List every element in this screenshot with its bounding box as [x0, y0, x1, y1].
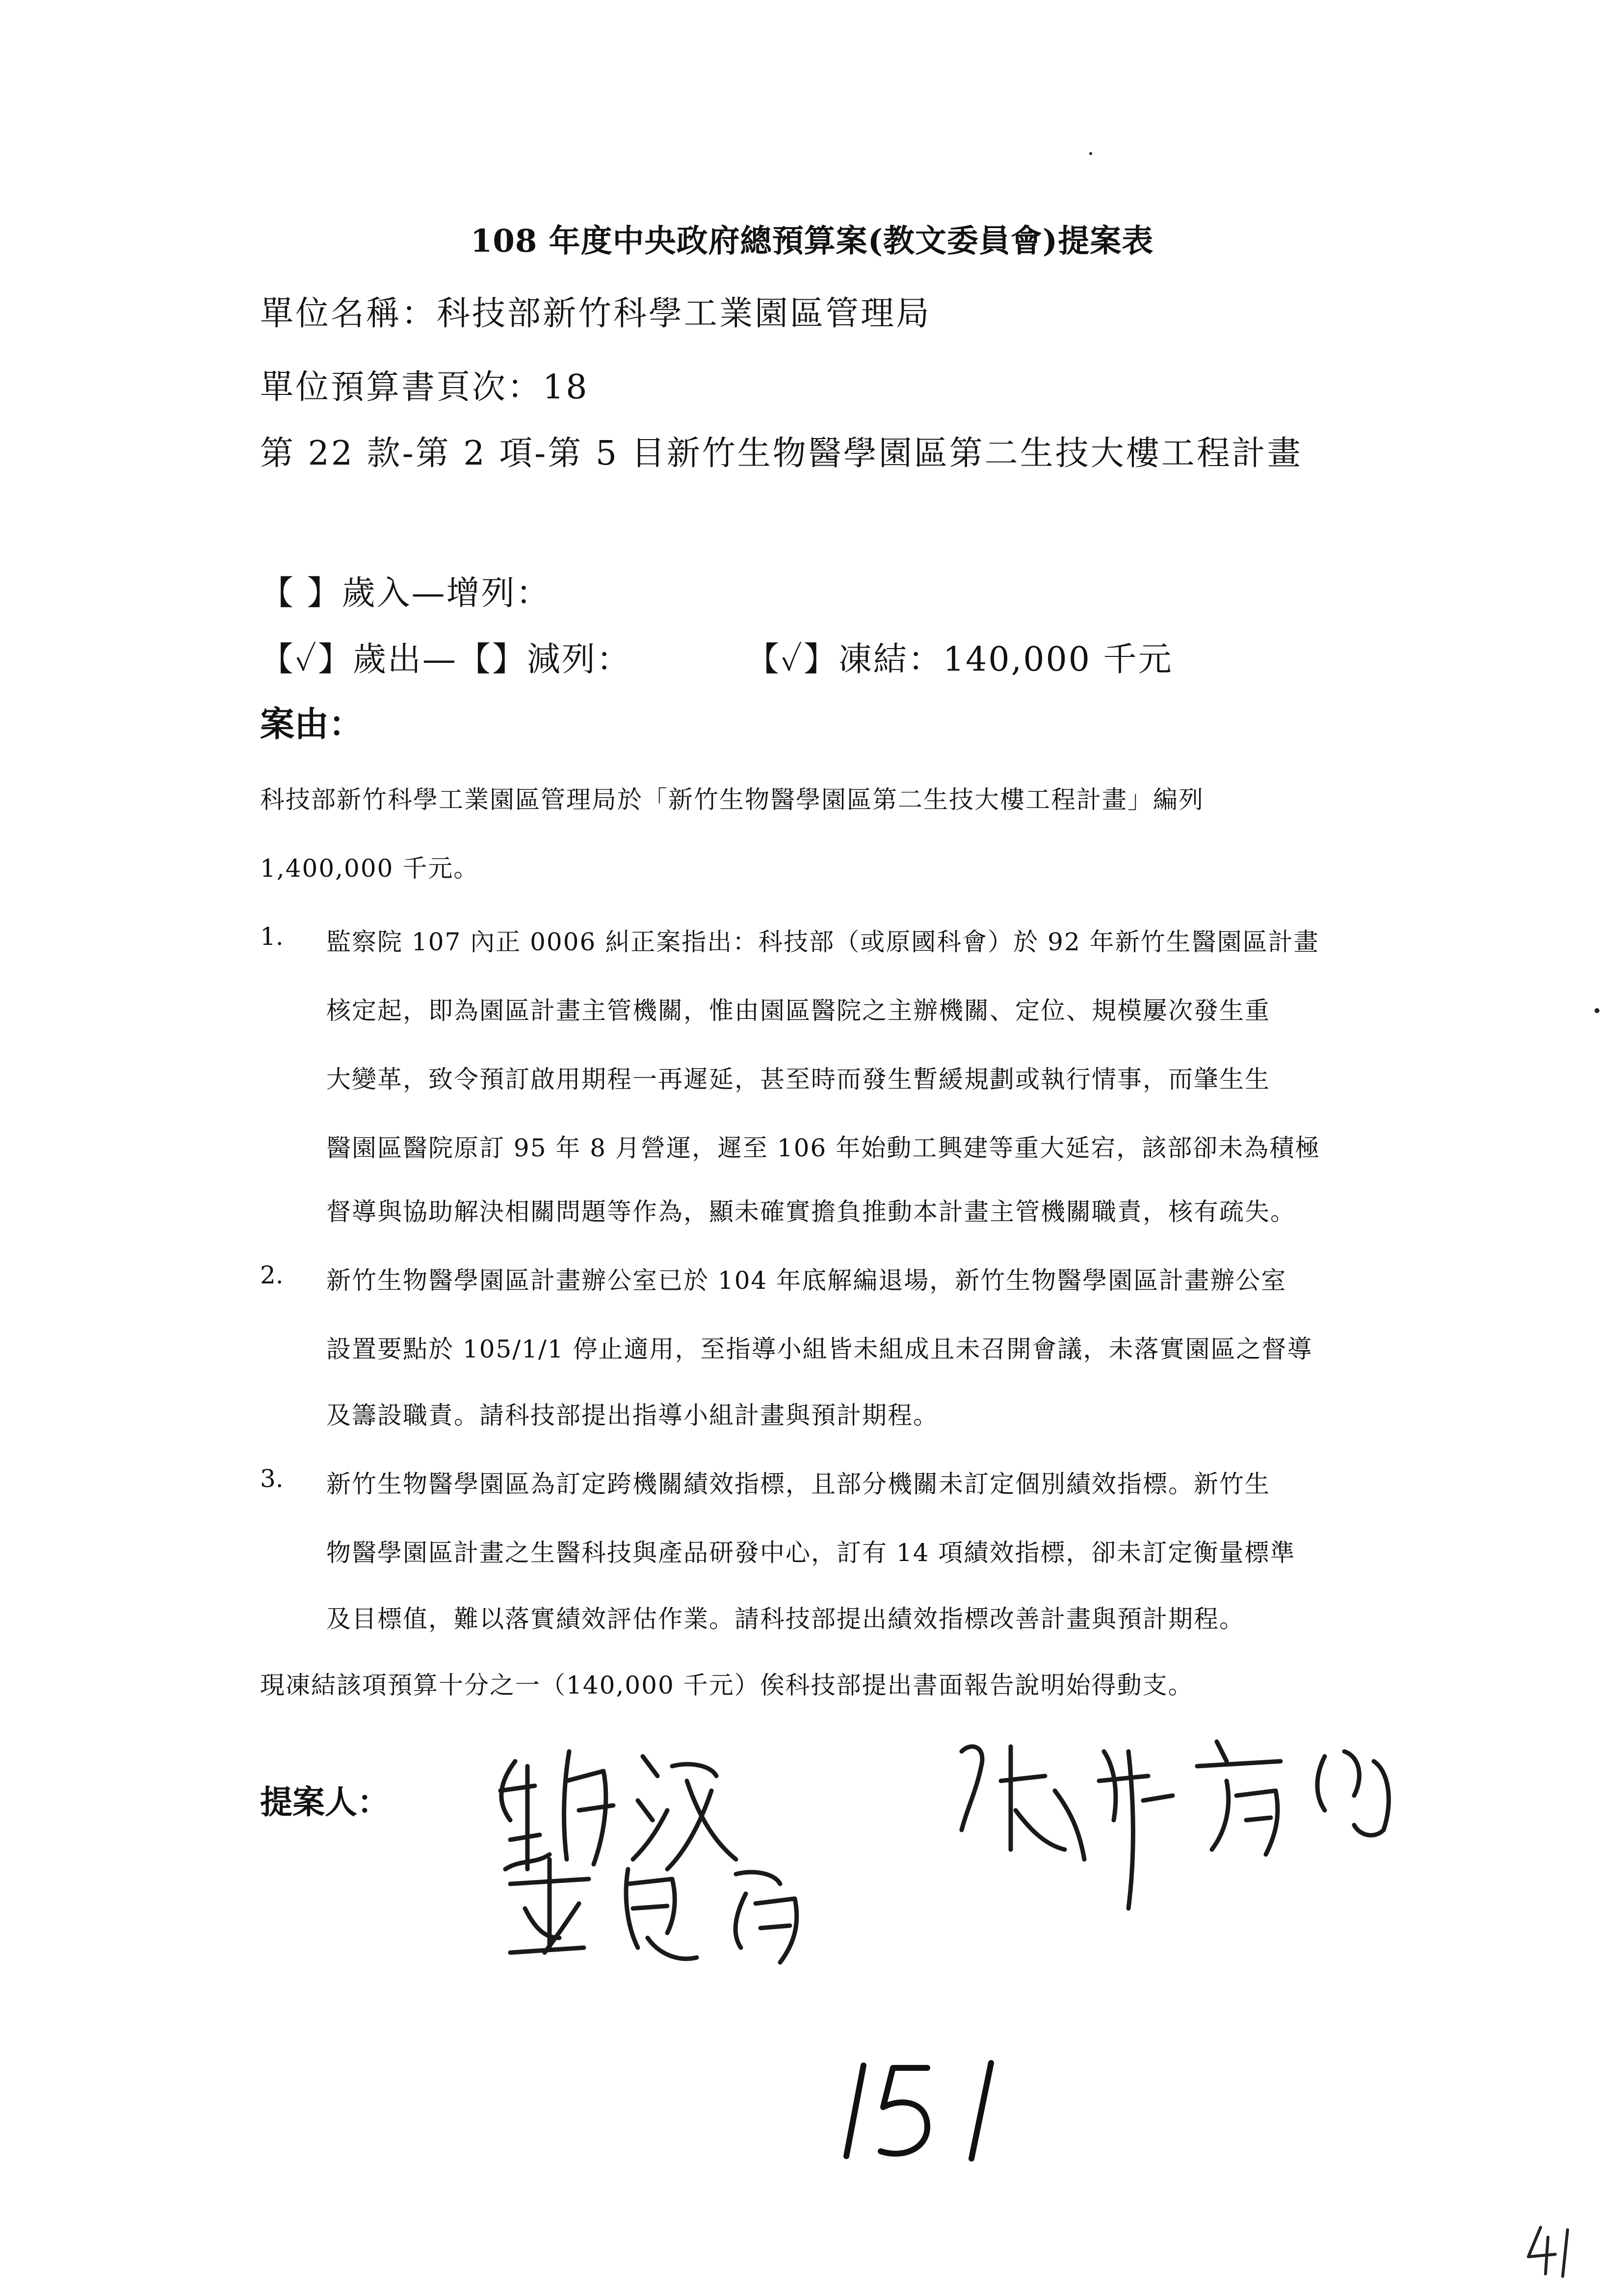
item-line: 新竹生物醫學園區計畫辦公室已於 104 年底解編退場，新竹生物醫學園區計畫辦公室: [326, 1266, 1287, 1295]
expenditure-decrease-line: 【✓】歲出—【】減列：: [260, 640, 631, 679]
handwritten-signatures: [481, 1722, 1472, 1982]
item-line: 及目標值，難以落實績效評估作業。請科技部提出績效指標改善計畫與預計期程。: [326, 1605, 1245, 1633]
case-intro-line: 科技部新竹科學工業園區管理局於「新竹生物醫學園區第二生技大樓工程計畫」編列: [260, 785, 1204, 814]
case-conclusion: 現凍結該項預算十分之一（140,000 千元）俟科技部提出書面報告說明始得動支。: [260, 1671, 1194, 1699]
item-number: 1.: [260, 922, 284, 951]
freeze-amount-line: 【✓】凍結：140,000 千元: [746, 640, 1173, 679]
item-line: 及籌設職責。請科技部提出指導小組計畫與預計期程。: [326, 1401, 939, 1430]
proposer-label: 提案人：: [260, 1783, 390, 1821]
unit-budget-page: 單位預算書頁次：18: [260, 368, 589, 407]
item-line: 大變革，致令預訂啟用期程一再遲延，甚至時而發生暫緩規劃或執行情事，而肇生生: [326, 1065, 1270, 1094]
item-line: 新竹生物醫學園區為訂定跨機關績效指標，且部分機關未訂定個別績效指標。新竹生: [326, 1470, 1270, 1498]
item-line: 設置要點於 105/1/1 停止適用，至指導小組皆未組成且未召開會議，未落實園區之督導: [326, 1335, 1313, 1363]
unit-name: 單位名稱：科技部新竹科學工業園區管理局: [260, 294, 932, 333]
item-line: 督導與協助解決相關問題等作為，顯未確實擔負推動本計畫主管機關職責，核有疏失。: [326, 1198, 1296, 1226]
case-intro-line: 1,400,000 千元。: [260, 854, 479, 883]
item-number: 2.: [260, 1261, 284, 1289]
handwritten-corner-number: [1521, 2222, 1580, 2281]
signature-2: [962, 1742, 1388, 1908]
item-line: 醫園區醫院原訂 95 年 8 月營運，遲至 106 年始動工興建等重大延宕，該部卻未為積極: [326, 1134, 1321, 1162]
item-number: 3.: [260, 1464, 284, 1493]
case-label: 案由：: [260, 704, 363, 744]
scan-speck: [1595, 1008, 1599, 1013]
item-line: 核定起，即為園區計畫主管機關，惟由園區醫院之主辦機關、定位、規模屢次發生重: [326, 996, 1270, 1025]
handwritten-page-number: [834, 2056, 1021, 2168]
scan-speck: [1089, 152, 1092, 155]
item-line: 物醫學園區計畫之生醫科技與產品研發中心，訂有 14 項績效指標，卻未訂定衡量標準: [326, 1539, 1296, 1567]
document-title: 108 年度中央政府總預算案(教文委員會)提案表: [470, 223, 1154, 260]
signature-1: [500, 1751, 736, 1869]
program-title: 第 22 款-第 2 項-第 5 目新竹生物醫學園區第二生技大樓工程計畫: [260, 434, 1303, 473]
signature-3: [510, 1859, 797, 1962]
revenue-increase-line: 【 】歲入—增列：: [260, 574, 551, 613]
item-line: 監察院 107 內正 0006 糾正案指出：科技部（或原國科會）於 92 年新竹生醫園區計畫: [326, 928, 1319, 956]
